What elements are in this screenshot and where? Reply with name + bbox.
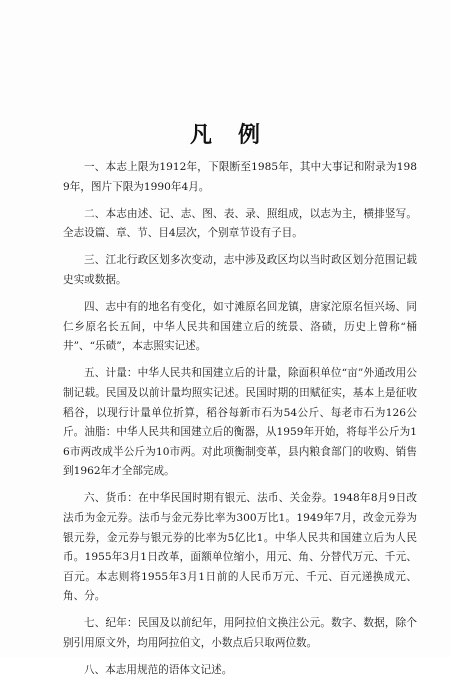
paragraph-5: 五、计量：中华人民共和国建立后的计量，除面积单位“亩”外通改用公制记载。民国及以前计量均照实记述。民国时期的田赋征实，基本上是征收稻谷，以现行计量单位折算，稻谷每新市石为54公斤、每老市石为126公斤。油脂：中华人民共和国建立后的衡器，从1959年开始，将每半公斤为16市两改成半公斤为10市两。对此项衡制变革，县内粮食部门的收购、销售到1962年才全部完成。 [63,367,417,478]
document-body [63,158,417,688]
page-title: 凡例 [189,123,286,148]
paragraph-4: 四、志中有的地名有变化，如寸滩原名回龙镇，唐家沱原名恒兴场、同仁乡原名长五间，中华人民共和国建立后的统景、洛碛，历史上曾称“桶井”、“乐碛”，本志照实记述。 [63,301,417,353]
paragraph-1: 一、本志上限为1912年，下限断至1985年，其中大事记和附录为1989年，图片下限为1990年4月。 [63,161,417,193]
paragraph-6: 六、货币：在中华民国时期有银元、法币、关金券。1948年8月9日改法币为金元券。法币与金元券比率为300万比1。1949年7月，改金元券为银元券，金元券与银元券的比率为5亿比1。中华人民共和国建立后为人民币。1955年3月1日改革，面额单位缩小，用元、角、分替代万元、千元、百元。本志则将1955年3月1日前的人民币万元、千元、百元递换成元、角、分。 [63,492,417,603]
paragraph-3: 三、江北行政区划多次变动，志中涉及政区均以当时政区划分范围记载史实或数据。 [63,254,417,286]
paragraph-8: 八、本志用规范的语体文记述。 [84,664,233,677]
paragraph-7: 七、纪年：民国及以前纪年，用阿拉伯文换注公元。数字、数据，除个别引用原文外，均用阿拉伯文，小数点后只取两位数。 [63,617,417,650]
paragraph-2: 二、本志由述、记、志、图、表、录、照组成，以志为主，横排竖写。全志设篇、章、节、目4层次，个别章节设有子目。 [63,207,417,240]
